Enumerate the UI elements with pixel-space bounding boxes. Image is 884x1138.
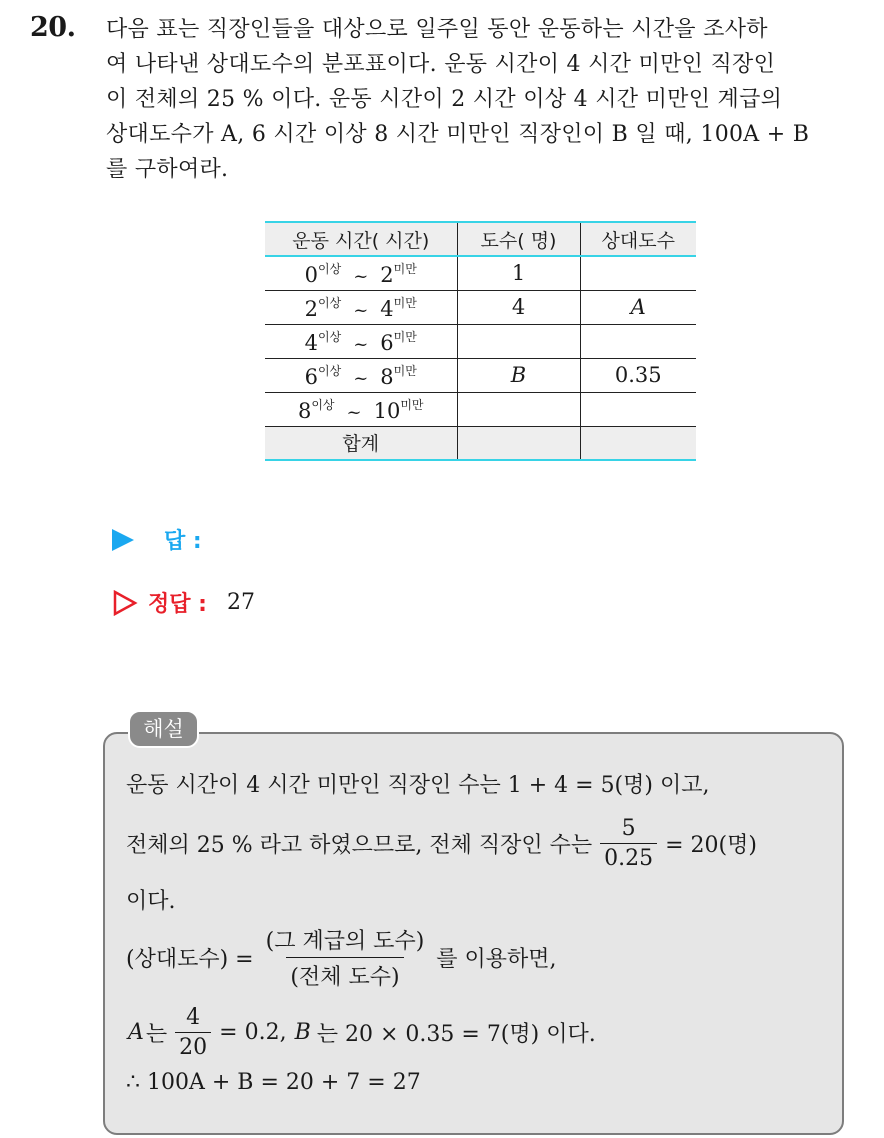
sup-lower-label: 이상 — [318, 363, 342, 378]
sup-lower-label: 이상 — [318, 329, 342, 344]
problem-line-1: 다음 표는 직장인들을 대상으로 일주일 동안 운동하는 시간을 조사하 — [106, 17, 768, 42]
tilde-sign: ~ — [353, 333, 369, 355]
relative-frequency-cell: 0.35 — [614, 363, 662, 387]
total-label: 합계 — [265, 426, 457, 460]
fraction-4-over-20 — [175, 1005, 211, 1060]
explanation-line-6 — [126, 1070, 421, 1095]
explanation-line-4-pre: (상대도수) = — [126, 947, 254, 972]
relative-frequency-cell: A — [630, 295, 646, 319]
explanation-line-1 — [126, 768, 709, 799]
play-triangle-icon — [112, 529, 134, 551]
explanation-line-6-text: ∴ 100A + B = 20 + 7 = 27 — [126, 1070, 421, 1095]
class-lower-bound: 0 — [304, 262, 319, 287]
sup-upper-label: 미만 — [393, 329, 417, 344]
problem-line-4: 상대도수가 A, 6 시간 이상 8 시간 미만인 직장인이 B 일 때, 100A + B — [106, 122, 810, 147]
table-row — [265, 392, 696, 426]
problem-text — [106, 12, 876, 187]
frequency-cell: 1 — [457, 256, 580, 290]
relative-frequency-cell — [580, 256, 696, 290]
explanation-tag: 해설 — [128, 710, 199, 748]
explanation-line-2-pre: 전체의 25 % 라고 하였으므로, 전체 직장인 수는 — [126, 833, 593, 858]
explanation-line-4 — [126, 924, 557, 991]
answer-row — [112, 524, 202, 555]
frequency-cell — [457, 392, 580, 426]
header-frequency: 도수( 명) — [457, 222, 580, 256]
variable-a: A — [128, 1020, 144, 1045]
explanation-line-5-pre: 는 — [145, 1022, 168, 1047]
sup-upper-label: 미만 — [393, 261, 417, 276]
sup-upper-label: 미만 — [400, 397, 424, 412]
sup-lower-label: 이상 — [318, 261, 342, 276]
class-interval — [265, 256, 457, 290]
total-frequency-cell — [457, 426, 580, 460]
class-upper-bound: 6 — [380, 330, 394, 355]
fraction-numerator: (그 계급의 도수) — [265, 929, 425, 954]
fraction-5-over-025 — [600, 816, 657, 871]
frequency-cell — [457, 324, 580, 358]
problem-line-3: 이 전체의 25 % 이다. 운동 시간이 2 시간 이상 4 시간 미만인 계급의 — [106, 87, 783, 112]
fraction-numerator: 4 — [186, 1005, 201, 1030]
class-lower-bound: 6 — [304, 364, 319, 389]
class-interval — [265, 324, 457, 358]
explanation-line-3-text: 이다. — [126, 889, 176, 914]
explanation-line-3 — [126, 884, 176, 915]
sup-lower-label: 이상 — [311, 397, 335, 412]
fraction-numerator: 5 — [621, 816, 636, 841]
class-lower-bound: 2 — [304, 296, 319, 321]
header-relative-frequency: 상대도수 — [601, 229, 675, 252]
hollow-triangle-icon — [112, 590, 138, 616]
problem-number: 20. — [30, 12, 76, 43]
class-interval — [265, 392, 457, 426]
table-row — [265, 256, 696, 290]
class-upper-bound: 4 — [380, 296, 394, 321]
table-header-row — [265, 222, 696, 256]
correct-answer-row — [112, 587, 255, 618]
class-lower-bound: 8 — [297, 398, 312, 423]
relative-frequency-cell — [580, 324, 696, 358]
frequency-cell: B — [457, 358, 580, 392]
fraction-relative-frequency-formula — [262, 924, 429, 991]
table-row — [265, 290, 696, 324]
sup-lower-label: 이상 — [318, 295, 342, 310]
explanation-line-4-post: 를 이용하면, — [436, 947, 557, 972]
class-upper-bound: 10 — [373, 398, 401, 423]
sup-upper-label: 미만 — [393, 295, 417, 310]
explanation-line-5-post: 는 20 × 0.35 = 7(명) 이다. — [316, 1022, 596, 1047]
table-total-row — [265, 426, 696, 460]
frequency-table — [265, 221, 696, 461]
total-relative-frequency-cell — [580, 426, 696, 460]
explanation-line-5-mid: = 0.2, — [219, 1020, 287, 1045]
sup-upper-label: 미만 — [393, 363, 417, 378]
class-interval — [265, 290, 457, 324]
class-lower-bound: 4 — [304, 330, 319, 355]
table-row — [265, 358, 696, 392]
correct-answer-value: 27 — [226, 590, 255, 615]
fraction-denominator: (전체 도수) — [286, 957, 403, 991]
correct-answer-label: 정답 : — [148, 592, 207, 617]
fraction-denominator: 20 — [175, 1032, 211, 1060]
problem-line-2: 여 나타낸 상대도수의 분포표이다. 운동 시간이 4 시간 미만인 직장인 — [106, 52, 776, 77]
tilde-sign: ~ — [346, 401, 362, 423]
table-row — [265, 324, 696, 358]
fraction-denominator: 0.25 — [600, 843, 657, 871]
class-upper-bound: 2 — [380, 262, 394, 287]
class-interval — [265, 358, 457, 392]
explanation-line-2-post: = 20(명) — [665, 833, 757, 858]
frequency-cell: 4 — [457, 290, 580, 324]
explanation-line-1-text: 운동 시간이 4 시간 미만인 직장인 수는 1 + 4 = 5(명) 이고, — [126, 773, 710, 798]
relative-frequency-cell — [580, 392, 696, 426]
tilde-sign: ~ — [353, 299, 369, 321]
explanation-line-2 — [126, 816, 757, 871]
tilde-sign: ~ — [353, 265, 369, 287]
header-time: 운동 시간( 시간) — [265, 222, 457, 256]
tilde-sign: ~ — [353, 367, 369, 389]
variable-b: B — [294, 1020, 311, 1045]
answer-label: 답 : — [164, 529, 202, 554]
class-upper-bound: 8 — [380, 364, 394, 389]
problem-line-5: 를 구하여라. — [106, 157, 229, 182]
explanation-line-5 — [126, 1005, 596, 1060]
